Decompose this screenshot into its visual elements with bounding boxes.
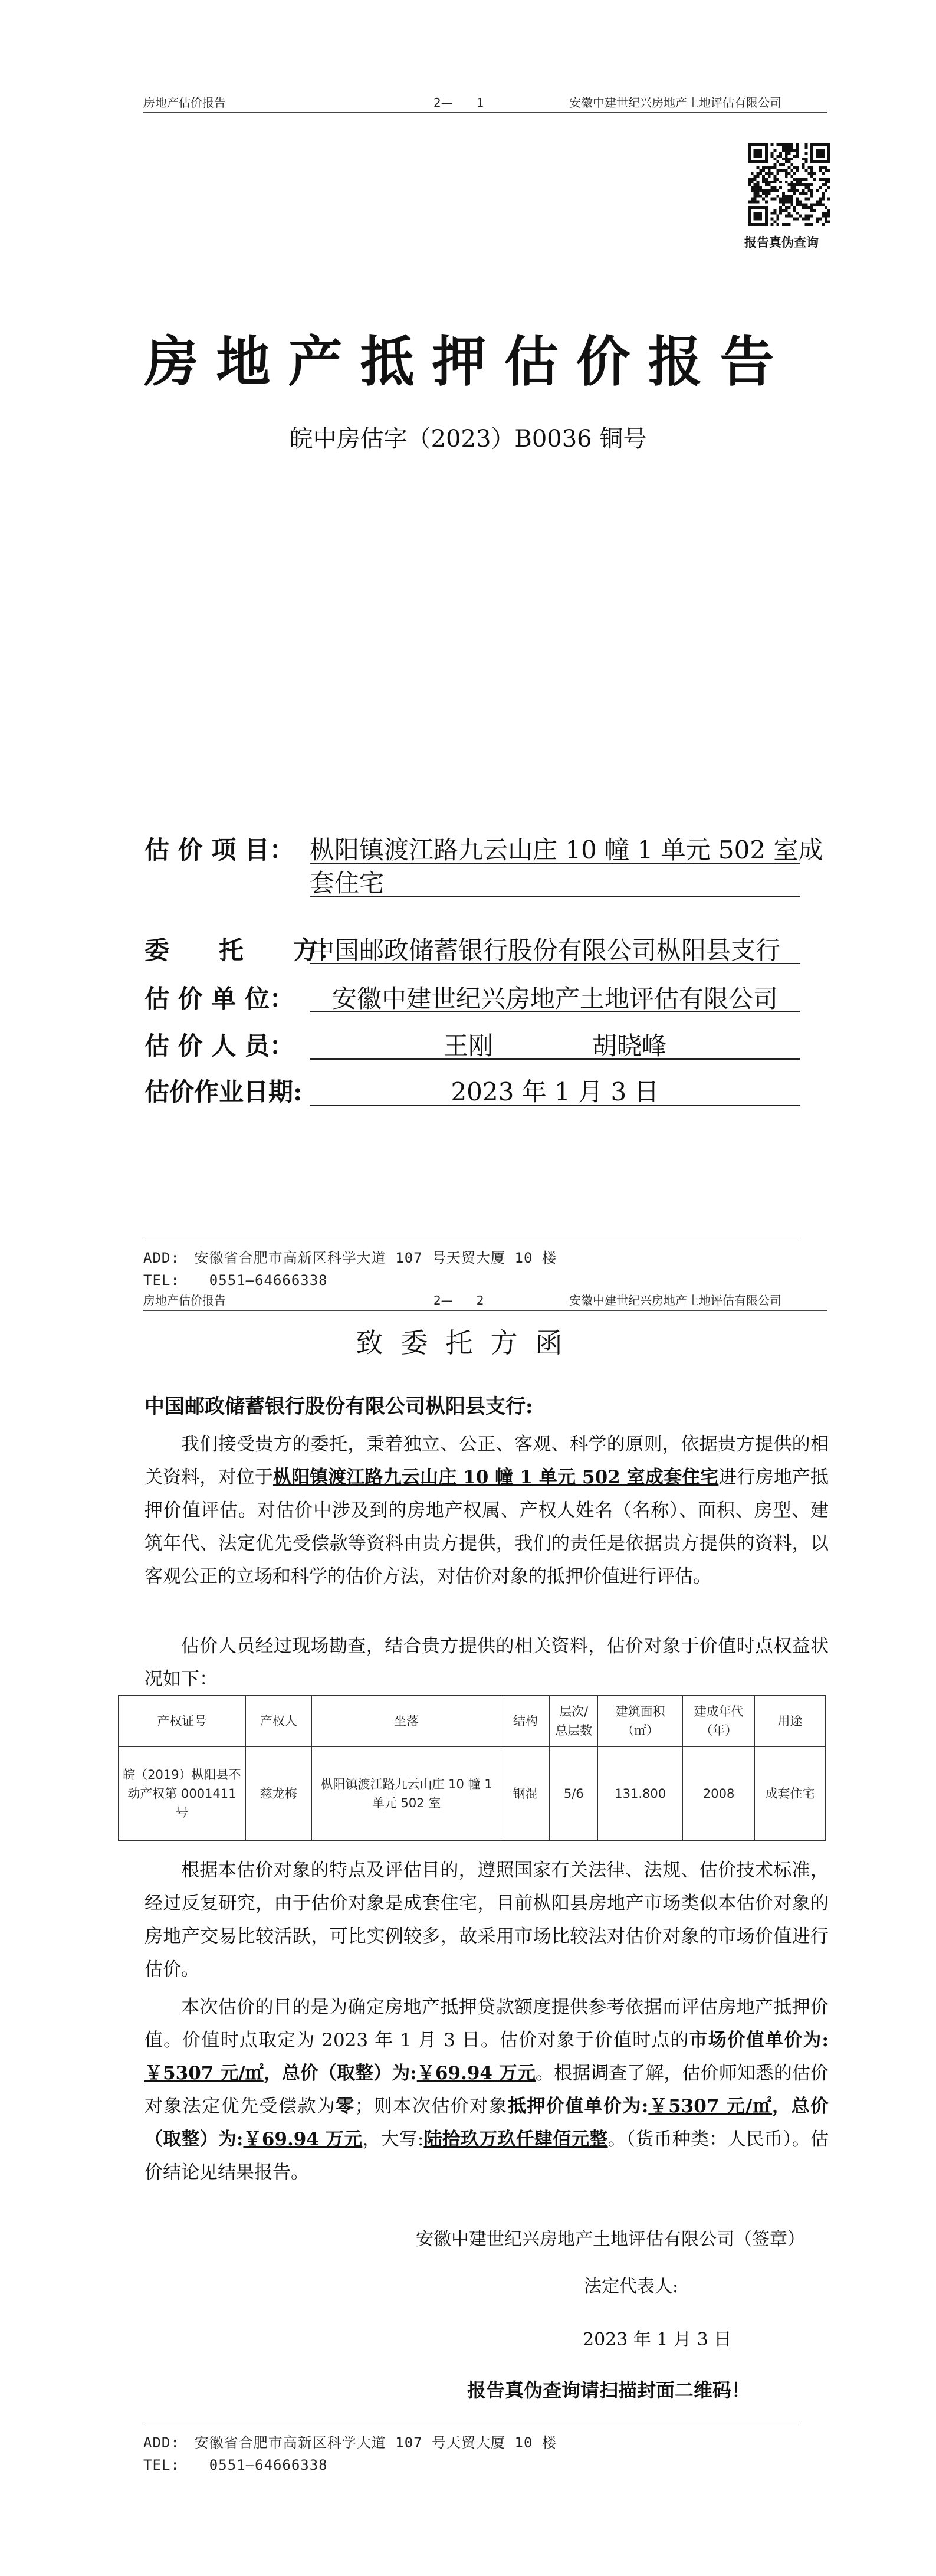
verification-notice: 报告真伪查询请扫描封面二维码！ [467, 2379, 751, 2401]
letter-paragraph-2 [144, 1630, 829, 1696]
table-row [119, 1747, 826, 1841]
th-owner: 产权人 [245, 1696, 311, 1747]
qr-caption: 报告真伪查询 [744, 235, 819, 250]
p2-text: 估价人员经过现场勘查，结合贵方提供的相关资料，估价对象于价值时点权益状况如下： [144, 1636, 829, 1690]
page1-header-right: 安徽中建世纪兴房地产土地评估有限公司 [569, 96, 781, 110]
th-location: 坐落 [311, 1696, 501, 1747]
staff-label: 估 价 人 员： [144, 1031, 294, 1060]
letter-paragraph-3 [144, 1854, 829, 1986]
project-label: 估 价 项 目： [144, 835, 294, 864]
p4-market-unit-label: 市场价值单价为: [689, 2030, 829, 2051]
p4-text-h: ；则本次估价对象 [354, 2096, 508, 2117]
p4-market-total-price: ￥69.94 万元 [416, 2063, 536, 2084]
info-unit [144, 979, 805, 1012]
report-title: 房地产抵押估价报告 [144, 330, 792, 394]
th-year: 建成年代（年） [683, 1696, 755, 1747]
td-floor: 5/6 [550, 1747, 598, 1841]
p4-text-a: 本次估价的目的是为确定房地产抵押贷款额度提供参考依据而评估房地产抵押价值。价值时点取定为 2023 年 1 月 3 日。估价对象于价值时点的 [144, 1997, 829, 2051]
p4-priority-amount: 零 [336, 2096, 355, 2117]
p1-text-a: 我们接受贵方的委托，秉着独立、公正、客观、科学的原则，依据贵方提供的相关资料，对位于 [144, 1434, 829, 1488]
staff-value: 王刚 胡晓峰 [310, 1027, 800, 1060]
date-value: 2023 年 1 月 3 日 [310, 1073, 800, 1106]
page1-footer-tel: TEL: 0551—64666338 [143, 1272, 328, 1289]
letter-paragraph-1 [144, 1428, 829, 1593]
info-date [144, 1073, 805, 1106]
page2-footer-address: ADD: 安徽省合肥市高新区科学大道 107 号天贸大厦 10 楼 [143, 2434, 557, 2451]
td-cert: 皖（2019）枞阳县不动产权第 0001411 号 [119, 1747, 246, 1841]
signature-company: 安徽中建世纪兴房地产土地评估有限公司（签章） [416, 2229, 805, 2250]
p4-mortgage-unit-label: 抵押价值单价为: [507, 2096, 649, 2117]
p4-mortgage-total-price: ￥69.94 万元 [243, 2129, 363, 2150]
th-floor: 层次/总层数 [550, 1696, 598, 1747]
td-usage: 成套住宅 [755, 1747, 826, 1841]
qr-code-icon [748, 143, 830, 226]
p4-mortgage-total-label: ，总价（取整）为: [144, 2096, 829, 2150]
page2-footer-tel: TEL: 0551—64666338 [143, 2457, 328, 2473]
td-owner: 慈龙梅 [245, 1747, 311, 1841]
page2-header-rule [143, 1310, 827, 1311]
th-area: 建筑面积（㎡） [598, 1696, 683, 1747]
p4-amount-in-words: 陆拾玖万玖仟肆佰元整 [423, 2129, 608, 2150]
page2-header-page: 2— 2 [433, 1293, 484, 1307]
p4-market-total-label: ，总价（取整）为: [263, 2063, 417, 2084]
project-value-line2: 套住宅 [310, 864, 800, 897]
client-value: 中国邮政储蓄银行股份有限公司枞阳县支行 [310, 931, 800, 964]
p4-text-o: 。（货币种类：人民币）。估价结论见结果报告。 [144, 2129, 829, 2183]
page2-header-left: 房地产估价报告 [143, 1293, 226, 1307]
th-structure: 结构 [501, 1696, 550, 1747]
signature-representative: 法定代表人: [584, 2276, 679, 2297]
letter-paragraph-4 [144, 1991, 829, 2189]
td-structure: 钢混 [501, 1747, 550, 1841]
page1-header-page: 2— 1 [433, 96, 484, 110]
p3-text: 根据本估价对象的特点及评估目的，遵照国家有关法律、法规、估价技术标准，经过反复研究，由于估价对象是成套住宅，目前枞阳县房地产市场类似本估价对象的房地产交易比较活跃，可比实例较多，故采用市场比较法对估价对象的市场价值进行估价。 [144, 1860, 829, 1980]
p4-mortgage-unit-price: ￥5307 元/㎡ [648, 2096, 773, 2117]
date-label: 估价作业日期: [144, 1077, 303, 1106]
letter-title: 致委托方函 [356, 1327, 580, 1359]
p4-text-f: 。根据调查了解，估价师知悉的估价对象法定优先受偿款为 [144, 2063, 829, 2117]
page2-header-right: 安徽中建世纪兴房地产土地评估有限公司 [569, 1293, 781, 1307]
p1-text-c: 进行房地产抵押价值评估。对估价中涉及到的房地产权属、产权人姓名（名称）、面积、房型、建筑年代、法定优先受偿款等资料由贵方提供，我们的责任是依据贵方提供的资料，以客观公正的立场和科学的估价方法，对估价对象的抵押价值进行评估。 [144, 1467, 829, 1587]
p4-market-unit-price: ￥5307 元/㎡ [144, 2063, 264, 2084]
td-area: 131.800 [598, 1747, 683, 1841]
p1-property-address: 枞阳镇渡江路九云山庄 10 幢 1 单元 502 室成套住宅 [272, 1467, 719, 1488]
project-value-line1: 枞阳镇渡江路九云山庄 10 幢 1 单元 502 室成 [310, 831, 800, 864]
th-usage: 用途 [755, 1696, 826, 1747]
th-cert: 产权证号 [119, 1696, 246, 1747]
td-year: 2008 [683, 1747, 755, 1841]
report-number: 皖中房估字（2023）B0036 铜号 [289, 425, 647, 453]
client-label: 委 托 方： [144, 936, 343, 965]
letter-addressee: 中国邮政储蓄银行股份有限公司枞阳县支行: [144, 1395, 533, 1418]
signature-date: 2023 年 1 月 3 日 [583, 2329, 732, 2350]
info-staff [144, 1027, 805, 1060]
table-header-row [119, 1696, 826, 1747]
info-project [144, 831, 823, 897]
property-table [118, 1695, 826, 1841]
td-location: 枞阳镇渡江路九云山庄 10 幢 1 单元 502 室 [311, 1747, 501, 1841]
page1-footer-address: ADD: 安徽省合肥市高新区科学大道 107 号天贸大厦 10 楼 [143, 1250, 557, 1266]
p4-text-m: ，大写: [362, 2129, 424, 2150]
page1-header-rule [143, 112, 827, 113]
page1-header-left: 房地产估价报告 [143, 96, 226, 110]
unit-value: 安徽中建世纪兴房地产土地评估有限公司 [310, 979, 800, 1012]
info-client [144, 931, 805, 964]
unit-label: 估 价 单 位： [144, 984, 294, 1013]
